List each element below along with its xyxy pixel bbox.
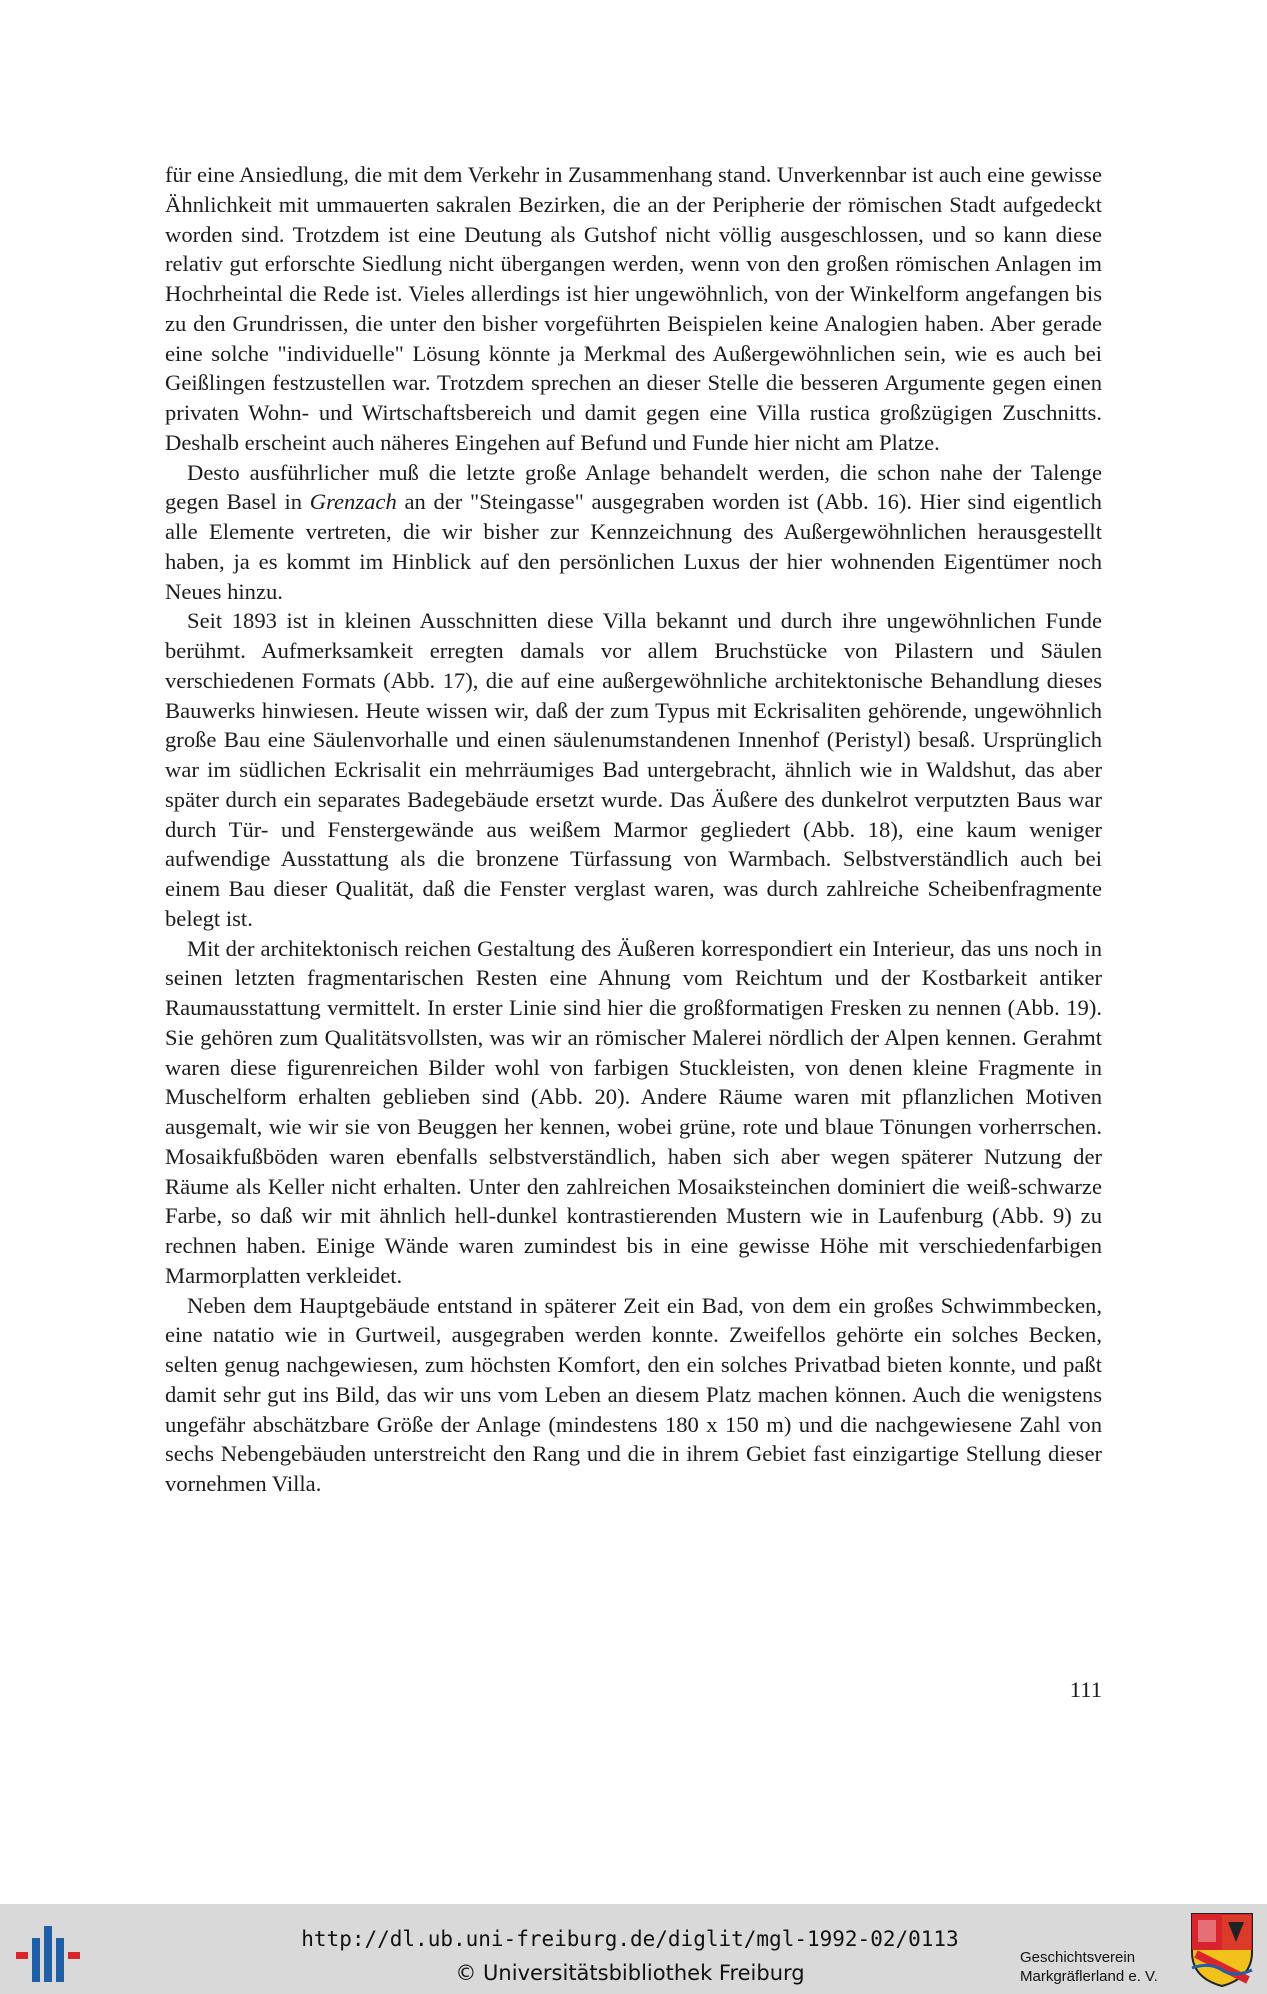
copyright-text: © Universitätsbibliothek Freiburg — [455, 1961, 805, 1985]
paragraph-1: für eine Ansiedlung, die mit dem Verkehr in Zusammenhang stand. Unverkennbar ist auch eine gewisse Ähnlichkeit mit ummauerten sakralen Bezirken, die an der Peripherie der römischen Stadt aufgedeckt worden sind. Trotzdem ist eine Deutung als Gutshof nicht völlig ausgeschlossen, und so kann diese relativ gut erforschte Siedlung nicht übergangen werden, wenn von den großen römischen Anlagen im Hochrheintal die Rede ist. Vieles allerdings ist hier ungewöhnlich, von der Winkelform angefangen bis zu den Grundrissen, die unter den bisher vorgeführten Beispielen keine Analogien haben. Aber gerade eine solche "individuelle" Lösung könnte ja Merkmal des Außergewöhnlichen sein, wie es auch bei Geißlingen festzustellen war. Trotzdem sprechen an dieser Stelle die besseren Argumente gegen einen privaten Wohn- und Wirtschaftsbereich und damit gegen eine Villa rustica großzügigen Zuschnitts. Deshalb erscheint auch näheres Eingehen auf Befund und Funde hier nicht am Platze. — [165, 162, 1102, 455]
footer-bar — [0, 1904, 1267, 1994]
document-url-link[interactable]: http://dl.ub.uni-freiburg.de/diglit/mgl-1992-02/0113 — [301, 1927, 959, 1951]
society-line-2: Markgräflerland e. V. — [1020, 1968, 1158, 1985]
place-name-grenzach: Grenzach — [309, 489, 397, 515]
paragraph-5: Neben dem Hauptgebäude entstand in späterer Zeit ein Bad, von dem ein großes Schwimmbecken, eine natatio wie in Gurtweil, ausgegraben werden konnte. Zweifellos gehörte ein solches Becken, selten genug nachgewiesen, zum höchsten Komfort, den ein solches Privatbad bieten konnte, und paßt damit sehr gut ins Bild, das wir uns vom Leben an diesem Platz machen können. Auch die wenigstens ungefähr abschätzbare Größe der Anlage (mindestens 180 x 150 m) und die nachgewiesene Zahl von sechs Nebengebäuden unterstreicht den Rang und die in ihrem Gebiet fast einzigartige Stellung dieser vornehmen Villa. — [165, 1292, 1102, 1496]
paragraph-3: Seit 1893 ist in kleinen Ausschnitten diese Villa bekannt und durch ihre ungewöhnlichen Funde berühmt. Aufmerksamkeit erregten damals vor allem Bruchstücke von Pilastern und Säulen verschiedenen Formats (Abb. 17), die auf eine außergewöhnliche architektonische Behandlung dieses Bauwerks hinwiesen. Heute wissen wir, daß der zum Typus mit Eckrisaliten gehörende, ungewöhnlich große Bau eine Säulenvorhalle und einen säulenumstandenen Innenhof (Peristyl) besaß. Ursprünglich war im südlichen Eckrisalit ein mehrräumiges Bad untergebracht, ähnlich wie in Waldshut, das aber später durch ein separates Badegebäude ersetzt wurde. Das Äußere des dunkelrot verputzten Baus war durch Tür- und Fenstergewände aus weißem Marmor gegliedert (Abb. 18), eine kaum weniger aufwendige Ausstattung als die bronzene Türfassung von Warmbach. Selbstverständlich auch bei einem Bau dieser Qualität, daß die Fenster verglast waren, was durch zahlreiche Scheibenfragmente belegt ist. — [165, 608, 1102, 931]
paragraph-2 — [165, 458, 1102, 607]
coat-of-arms-icon[interactable] — [1190, 1912, 1254, 1988]
paragraph-2-text-b: an der "Steingasse" ausgegraben worden ist (Abb. 16). Hier sind eigentlich alle Elemente vertreten, die wir bisher zur Kennzeichnung des Außergewöhnlichen herausgestellt haben, ja es kommt im Hinblick auf den persönlichen Luxus der hier wohnenden Eigentümer noch Neues hinzu. — [165, 489, 1102, 604]
ub-freiburg-logo-icon[interactable] — [16, 1924, 80, 1982]
society-name — [1020, 1948, 1180, 1986]
page-number: 111 — [1069, 1677, 1102, 1702]
document-body — [165, 160, 1102, 1499]
paragraph-4: Mit der architektonisch reichen Gestaltung des Äußeren korrespondiert ein Interieur, das uns noch in seinen letzten fragmentarischen Resten eine Ahnung vom Reichtum und der Kostbarkeit antiker Raumausstattung vermittelt. In erster Linie sind hier die großformatigen Fresken zu nennen (Abb. 19). Sie gehören zum Qualitätsvollsten, was wir an römischer Malerei nördlich der Alpen kennen. Gerahmt waren diese figurenreichen Bilder wohl von farbigen Stuckleisten, von denen kleine Fragmente in Muschelform erhalten geblieben sind (Abb. 20). Andere Räume waren mit pflanzlichen Motiven ausgemalt, wie wir sie von Beuggen her kennen, wobei grüne, rote und blaue Tönungen vorherrschen. Mosaikfußböden waren ebenfalls selbstverständlich, haben sich aber wegen späterer Nutzung der Räume als Keller nicht erhalten. Unter den zahlreichen Mosaiksteinchen dominiert die weiß-schwarze Farbe, so daß wir mit ähnlich hell-dunkel kontrastierenden Mustern wie in Laufenburg (Abb. 9) zu rechnen haben. Einige Wände waren zumindest bis in eine gewisse Höhe mit verschiedenfarbigen Marmorplatten verkleidet. — [165, 935, 1102, 1288]
society-line-1: Geschichtsverein — [1020, 1949, 1136, 1966]
paragraph-2-text-a: Desto ausführlicher muß die letzte große Anlage behandelt werden, die schon nahe der Talenge gegen Basel in — [165, 459, 1102, 515]
